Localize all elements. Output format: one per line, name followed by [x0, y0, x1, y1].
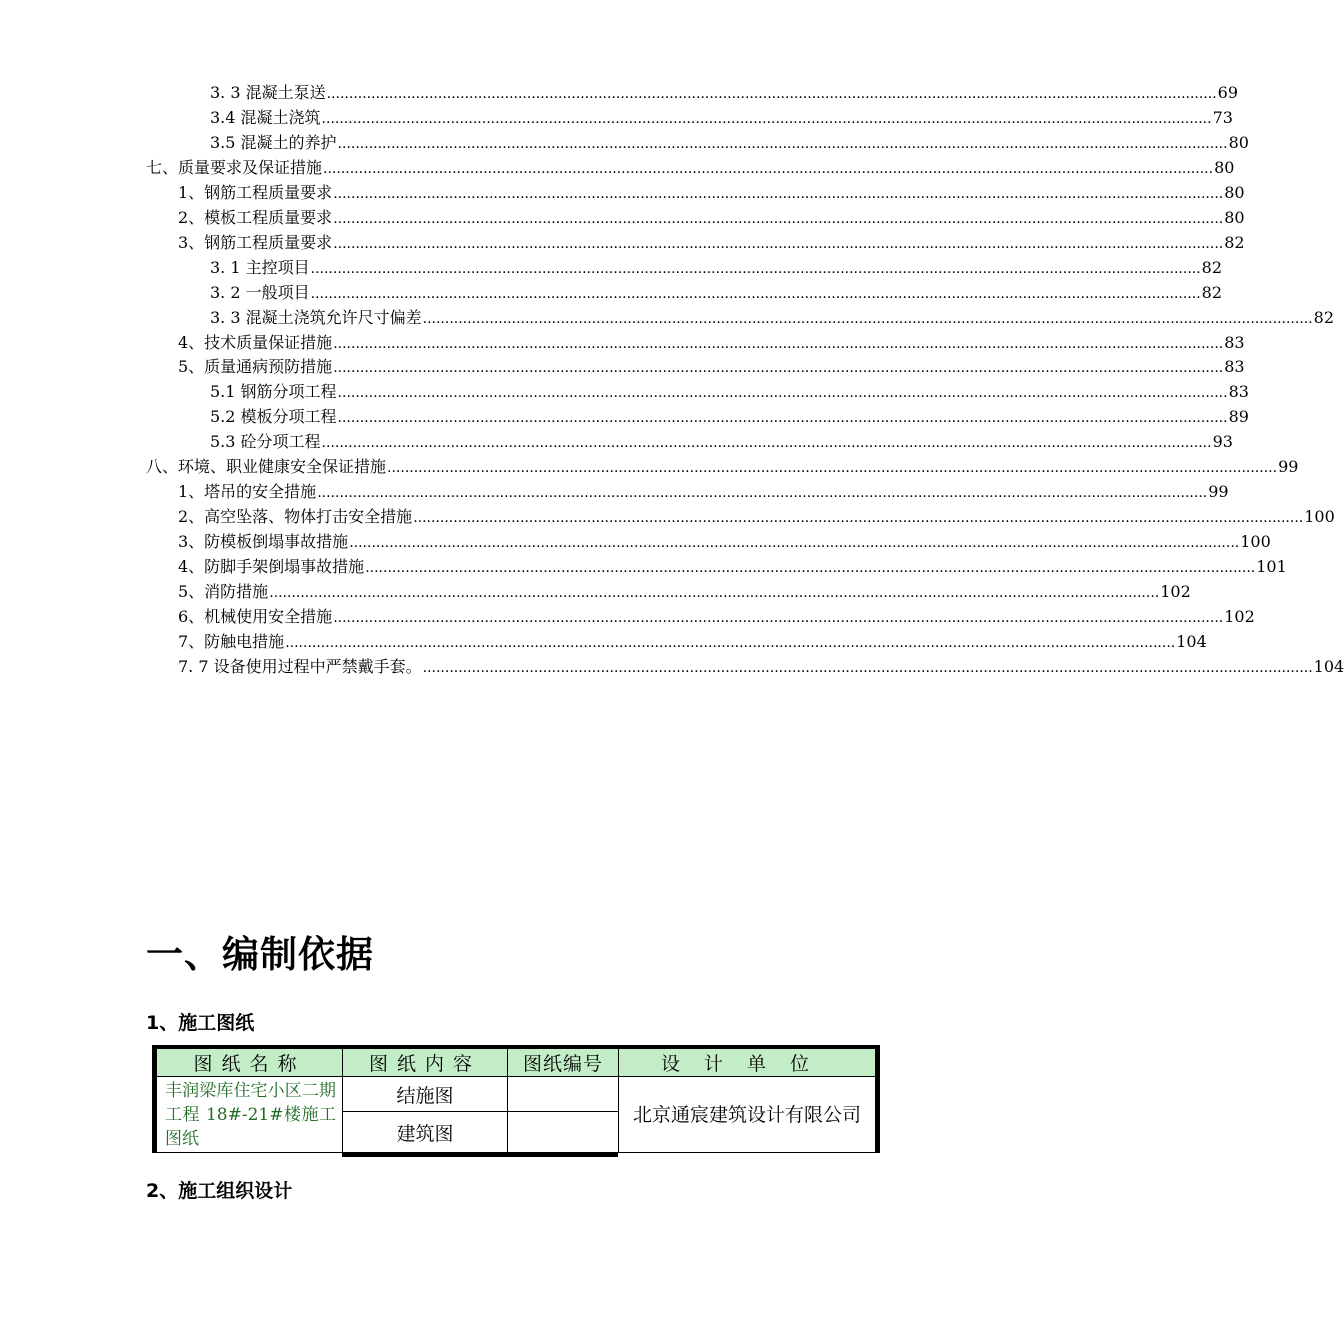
toc-entry-page: 82 — [1313, 307, 1335, 327]
toc-entry-page: 100 — [1240, 532, 1271, 552]
toc-entry-title: 6、机械使用安全措施 — [178, 606, 333, 626]
toc-entry-page: 89 — [1228, 407, 1249, 427]
toc-entry-title: 1、钢筋工程质量要求 — [178, 182, 333, 202]
toc-entry[interactable] — [178, 204, 1245, 228]
toc-leader-dots: ........................................................................................................................................................................................................ — [422, 659, 1313, 676]
toc-entry-page: 93 — [1212, 432, 1233, 452]
content-cell-structural: 结施图 — [342, 1076, 508, 1112]
toc-leader-dots: ........................................................................................................................................................................................................ — [323, 160, 1214, 177]
toc-entry-page: 83 — [1224, 357, 1245, 377]
toc-entry[interactable] — [178, 478, 1229, 502]
toc-entry-title: 2、模板工程质量要求 — [178, 207, 333, 227]
toc-entry-title: 3.5 混凝土的养护 — [210, 132, 337, 152]
toc-entry-title: 3. 3 混凝土浇筑允许尺寸偏差 — [210, 307, 422, 327]
toc-entry[interactable] — [178, 603, 1255, 627]
toc-entry-page: 82 — [1224, 232, 1245, 252]
content-cell-architectural: 建筑图 — [342, 1111, 508, 1153]
header-drawing-content: 图纸内容 — [342, 1048, 508, 1077]
toc-leader-dots: ........................................................................................................................................................................................................ — [333, 609, 1224, 626]
toc-entry-title: 5、质量通病预防措施 — [178, 357, 333, 377]
toc-entry-title: 3. 2 一般项目 — [210, 282, 310, 302]
toc-entry-title: 3.4 混凝土浇筑 — [210, 107, 321, 127]
table-border-right — [876, 1045, 880, 1153]
toc-leader-dots: ........................................................................................................................................................................................................ — [337, 410, 1228, 427]
toc-leader-dots: ........................................................................................................................................................................................................ — [387, 460, 1278, 477]
toc-entry[interactable] — [210, 304, 1335, 328]
toc-leader-dots: ........................................................................................................................................................................................................ — [269, 585, 1160, 601]
toc-leader-dots: ........................................................................................................................................................................................................ — [326, 86, 1217, 102]
toc-entry[interactable] — [178, 653, 1344, 677]
toc-entry-title: 七、质量要求及保证措施 — [146, 157, 323, 177]
toc-entry-title: 5.2 模板分项工程 — [210, 407, 337, 427]
toc-leader-dots: ........................................................................................................................................................................................................ — [285, 634, 1176, 651]
header-drawing-number: 图纸编号 — [507, 1048, 619, 1077]
toc-entry-title: 3. 3 混凝土泵送 — [210, 83, 326, 102]
toc-entry-page: 102 — [1160, 582, 1191, 601]
toc-entry-page: 100 — [1304, 507, 1335, 527]
toc-entry-title: 八、环境、职业健康安全保证措施 — [146, 457, 387, 477]
toc-entry[interactable] — [178, 329, 1245, 353]
toc-entry-title: 1、塔吊的安全措施 — [178, 482, 317, 502]
toc-entry-page: 82 — [1201, 257, 1223, 277]
toc-entry[interactable] — [210, 428, 1233, 452]
toc-entry[interactable] — [210, 129, 1249, 153]
toc-entry-page: 69 — [1217, 83, 1239, 102]
toc-entry-title: 2、高空坠落、物体打击安全措施 — [178, 507, 413, 527]
toc-entry-page: 99 — [1278, 457, 1299, 477]
toc-leader-dots: ........................................................................................................................................................................................................ — [333, 235, 1224, 252]
toc-leader-dots: ........................................................................................................................................................................................................ — [321, 110, 1212, 127]
toc-entry-page: 80 — [1224, 207, 1245, 227]
toc-leader-dots: ........................................................................................................................................................................................................ — [333, 360, 1224, 377]
toc-entry-page: 99 — [1208, 482, 1229, 502]
number-cell-2 — [507, 1111, 619, 1153]
toc-entry[interactable] — [210, 279, 1223, 303]
toc-entry-title: 3. 1 主控项目 — [210, 257, 310, 277]
toc-entry-title: 3、钢筋工程质量要求 — [178, 232, 333, 252]
design-unit-cell: 北京通宸建筑设计有限公司 — [618, 1076, 876, 1153]
toc-entry[interactable] — [146, 453, 1299, 477]
toc-leader-dots: ........................................................................................................................................................................................................ — [337, 385, 1228, 402]
toc-entry[interactable] — [178, 553, 1287, 577]
toc-entry-page: 104 — [1313, 656, 1344, 676]
header-drawing-name: 图纸名称 — [156, 1048, 343, 1077]
toc-leader-dots: ........................................................................................................................................................................................................ — [333, 210, 1224, 227]
toc-entry[interactable] — [210, 104, 1233, 128]
toc-entry-page: 104 — [1176, 631, 1207, 651]
drawings-table — [152, 1045, 880, 1157]
toc-entry-title: 7、防触电措施 — [178, 631, 285, 651]
toc-leader-dots: ........................................................................................................................................................................................................ — [321, 435, 1212, 452]
toc-entry-title: 5.1 钢筋分项工程 — [210, 382, 337, 402]
toc-entry[interactable] — [178, 353, 1245, 377]
toc-entry[interactable] — [178, 628, 1207, 652]
toc-entry[interactable] — [178, 528, 1271, 552]
toc-entry-page: 80 — [1224, 182, 1245, 202]
header-design-unit: 设计单位 — [618, 1048, 876, 1077]
toc-entry-title: 5.3 砼分项工程 — [210, 432, 321, 452]
toc-leader-dots: ........................................................................................................................................................................................................ — [310, 285, 1201, 302]
toc-entry[interactable] — [178, 229, 1245, 253]
toc-entry-page: 73 — [1212, 107, 1233, 127]
toc-leader-dots: ........................................................................................................................................................................................................ — [337, 135, 1228, 152]
table-border-top — [152, 1045, 880, 1048]
toc-entry-page: 83 — [1224, 332, 1245, 352]
toc-entry-title: 3、防模板倒塌事故措施 — [178, 532, 349, 552]
toc-entry-page: 102 — [1224, 606, 1255, 626]
toc-leader-dots: ........................................................................................................................................................................................................ — [422, 310, 1313, 327]
toc-entry[interactable] — [146, 154, 1235, 178]
toc-entry-page: 101 — [1256, 557, 1287, 577]
toc-entry-title: 7. 7 设备使用过程中严禁戴手套。 — [178, 656, 422, 676]
toc-entry[interactable] — [178, 179, 1245, 203]
toc-entry-page: 80 — [1228, 132, 1249, 152]
toc-entry-title: 4、防脚手架倒塌事故措施 — [178, 557, 365, 577]
number-cell-1 — [507, 1076, 619, 1112]
toc-leader-dots: ........................................................................................................................................................................................................ — [333, 335, 1224, 352]
toc-entry[interactable] — [210, 378, 1249, 402]
table-border-left — [152, 1045, 156, 1153]
toc-leader-dots: ........................................................................................................................................................................................................ — [365, 560, 1256, 577]
toc-entry-page: 83 — [1228, 382, 1249, 402]
toc-entry[interactable] — [178, 578, 1191, 602]
toc-leader-dots: ........................................................................................................................................................................................................ — [333, 185, 1224, 202]
toc-leader-dots: ........................................................................................................................................................................................................ — [310, 260, 1201, 277]
toc-entry[interactable] — [210, 79, 1239, 103]
table-border-bottom — [342, 1153, 618, 1157]
toc-entry[interactable] — [210, 403, 1249, 427]
toc-leader-dots: ........................................................................................................................................................................................................ — [317, 485, 1208, 502]
subsection-title-construction-design: 2、施工组织设计 — [146, 1180, 293, 1202]
subsection-title-drawings: 1、施工图纸 — [146, 1012, 255, 1034]
toc-entry[interactable] — [210, 254, 1223, 278]
toc-entry[interactable] — [178, 503, 1335, 527]
toc-entry-title: 5、消防措施 — [178, 582, 269, 601]
toc-entry-page: 80 — [1214, 157, 1235, 177]
toc-leader-dots: ........................................................................................................................................................................................................ — [413, 510, 1304, 527]
toc-entry-title: 4、技术质量保证措施 — [178, 332, 333, 352]
section-title: 一、编制依据 — [146, 933, 374, 976]
toc-leader-dots: ........................................................................................................................................................................................................ — [349, 535, 1240, 552]
project-name-cell: 丰润梁库住宅小区二期工程 18#-21#楼施工图纸 — [156, 1076, 343, 1153]
toc-entry-page: 82 — [1201, 282, 1223, 302]
